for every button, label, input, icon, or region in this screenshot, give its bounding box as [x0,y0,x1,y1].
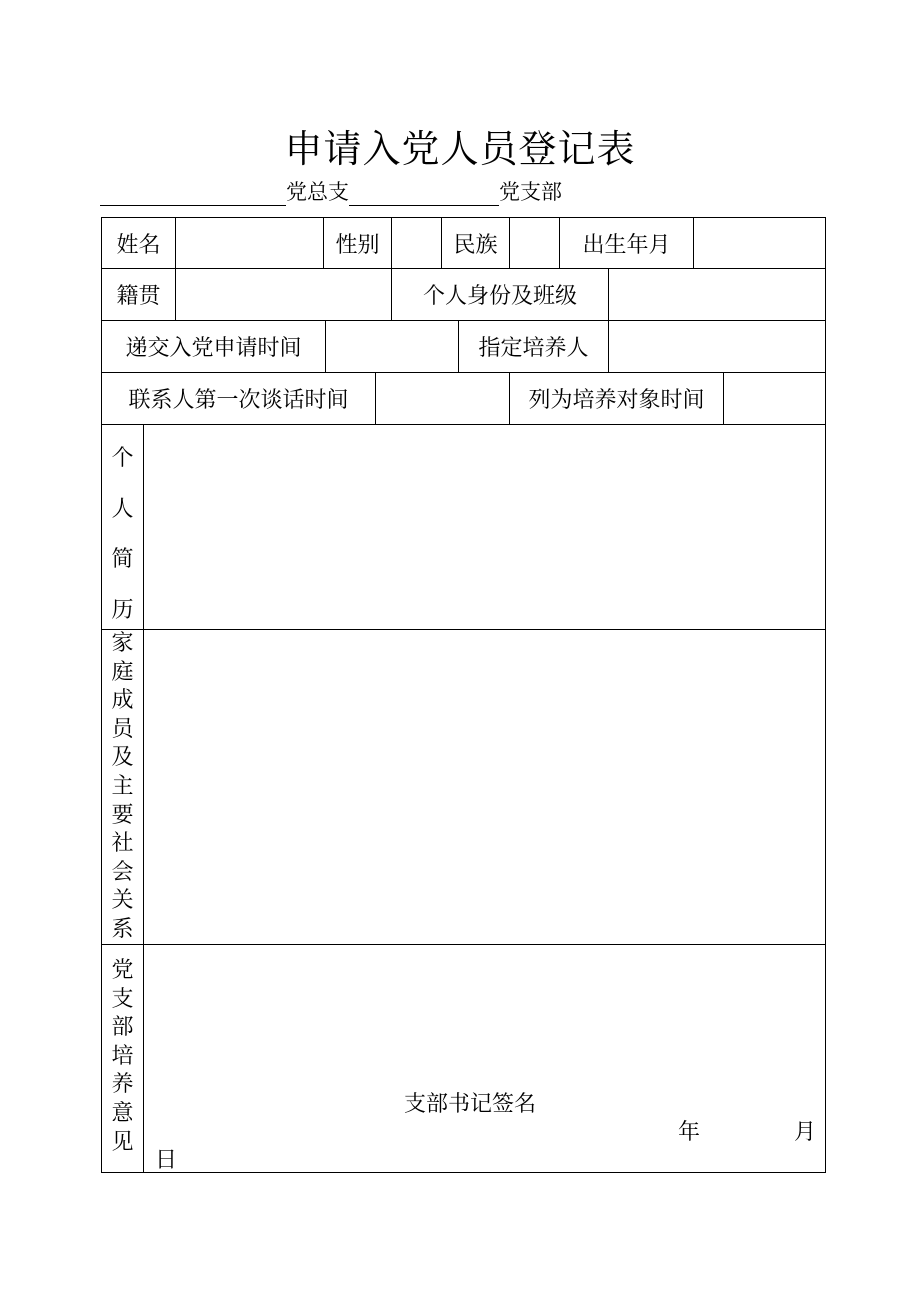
opinion-label-char: 党 [111,958,134,983]
family-label [102,630,143,945]
opinion-label-char: 意 [111,1100,134,1126]
birth-label: 出生年月 [582,232,671,258]
resume-label-char: 历 [111,597,134,623]
ethnicity-field[interactable] [510,218,559,268]
secretary-signature-label: 支部书记签名 [404,1092,537,1117]
candidate-time-label: 列为培养对象时间 [528,388,705,413]
application-time-label: 递交入党申请时间 [125,336,302,361]
general-branch-label: 党总支 [286,180,349,204]
family-label-char: 社 [111,831,134,857]
identity-class-field[interactable] [609,269,825,320]
gender-label: 性别 [335,232,380,258]
native-place-label: 籍贯 [116,284,161,309]
gender-field[interactable] [392,218,441,268]
name-label: 姓名 [116,232,161,258]
resume-label-char: 个 [111,446,134,471]
application-time-field[interactable] [326,321,458,372]
opinion-label-char: 培 [111,1043,134,1069]
family-label-char: 及 [111,745,134,771]
opinion-label-char: 养 [111,1072,134,1098]
identity-class-label: 个人身份及班级 [422,284,577,309]
signature-year-label: 年 [678,1120,701,1145]
form-title: 申请入党人员登记表 [284,127,636,171]
name-field[interactable] [176,218,323,268]
signature-day-label: 日 [155,1148,178,1173]
opinion-label-char: 部 [111,1015,134,1041]
family-label-char: 家 [111,631,134,656]
native-place-field[interactable] [176,269,391,320]
family-label-char: 庭 [111,659,134,685]
family-label-char: 关 [111,888,134,914]
candidate-time-field[interactable] [724,373,825,424]
first-talk-field[interactable] [376,373,509,424]
family-label-char: 系 [111,916,134,942]
first-talk-label: 联系人第一次谈话时间 [128,388,349,413]
opinion-label-char: 支 [111,986,134,1012]
trainer-label: 指定培养人 [478,336,589,361]
ethnicity-label: 民族 [453,232,498,258]
opinion-label [102,957,143,1157]
resume-label-char: 简 [111,547,134,572]
family-label-char: 要 [111,802,134,828]
signature-month-label: 月 [794,1120,817,1145]
family-label-char: 员 [111,716,134,742]
opinion-field[interactable] [144,945,825,1085]
resume-label [102,434,143,636]
resume-label-char: 人 [111,496,134,522]
branch-label: 党支部 [499,180,562,204]
family-label-char: 会 [111,859,134,885]
opinion-label-char: 见 [111,1129,134,1155]
resume-field[interactable] [144,425,825,629]
trainer-field[interactable] [609,321,825,372]
birth-field[interactable] [694,218,825,268]
table-border-bottom [101,1172,826,1173]
family-label-char: 主 [111,773,134,799]
table-border-right [825,217,826,1172]
family-label-char: 成 [111,688,134,714]
family-field[interactable] [144,630,825,944]
